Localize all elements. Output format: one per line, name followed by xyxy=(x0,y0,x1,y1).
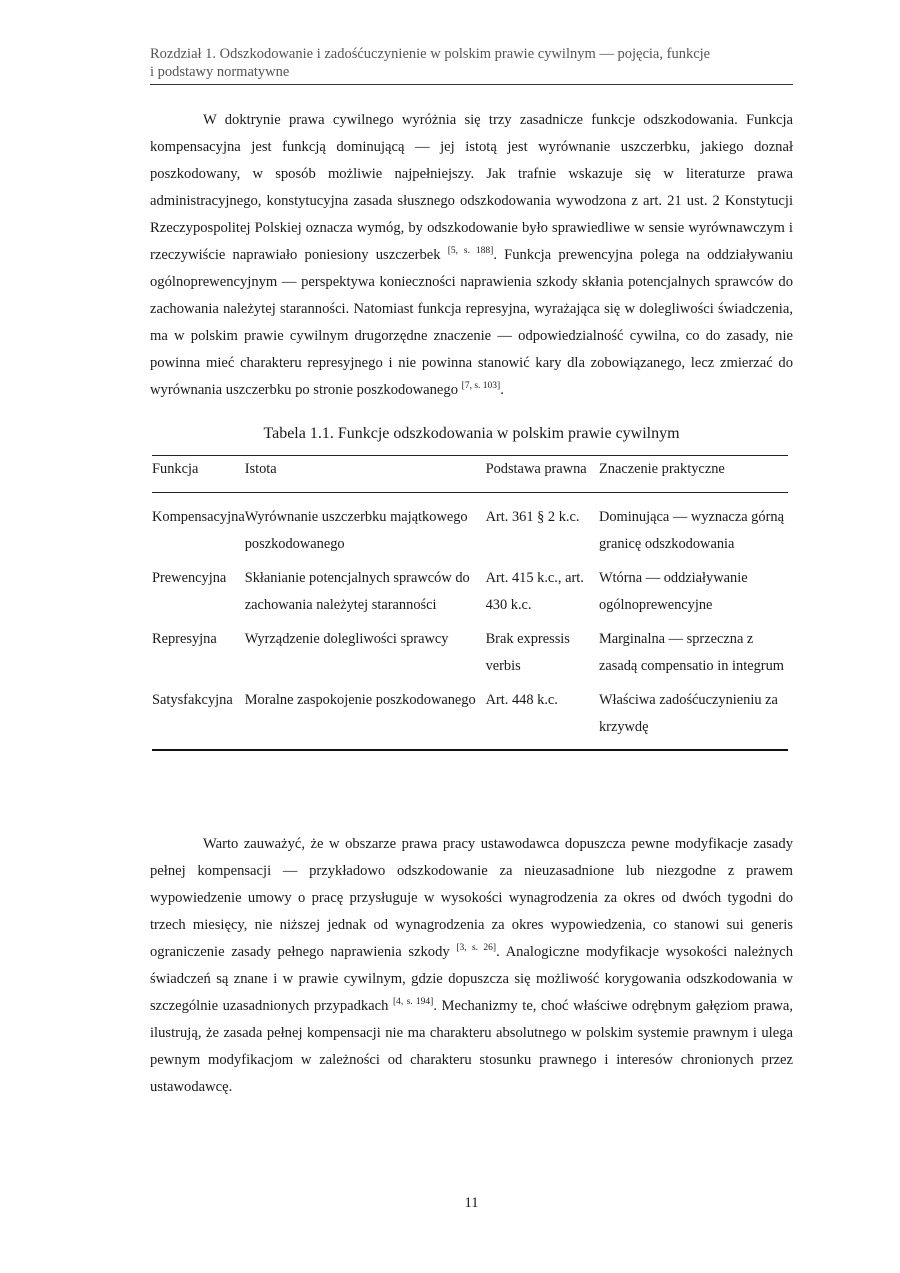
running-header-line2: i podstawy normatywne xyxy=(150,64,290,80)
cell-podstawa: Brak expressis verbis xyxy=(485,631,570,674)
cell-podstawa: Art. 361 § 2 k.c. xyxy=(485,509,580,525)
table-header-row xyxy=(152,456,788,493)
cell-podstawa: Art. 448 k.c. xyxy=(485,692,558,708)
paragraph-text: . xyxy=(500,382,504,398)
table-caption: Tabela 1.1. Funkcje odszkodowania w polskim prawie cywilnym xyxy=(263,425,680,442)
table-row xyxy=(152,687,788,750)
table-row xyxy=(152,626,788,687)
table-row xyxy=(152,493,788,566)
cell-znaczenie: Dominująca — wyznacza górną granicę odszkodowania xyxy=(598,509,784,552)
cell-funkcja: Represyjna xyxy=(152,631,217,647)
citation: [7, s. 103] xyxy=(461,381,501,391)
cell-znaczenie: Wtórna — oddziaływanie ogólnoprewencyjne xyxy=(598,570,748,613)
citation: [3, s. 26] xyxy=(456,943,497,953)
paragraph-text: W doktrynie prawa cywilnego wyróżnia się trzy zasadnicze funkcje odszkodowania. Funkcja kompensacyjna jest funkcją dominującą — jej istotą jest wyrównanie uszczerbku, jakiego doznał poszkodowany, w sposób możliwie najpełniejszy. Jak trafnie wskazuje się w literaturze prawa administracyjnego, konstytucyjna zasada słusznego odszkodowania wywodzona z art. 21 ust. 2 Konstytucji Rzeczypospolitej Polskiej oznacza wymóg, by odszkodowanie było sprawiedliwe w sensie wyrównawczym i rzeczywiście naprawiało poniesiony uszczerbek xyxy=(150,112,793,263)
cell-istota: Wyrządzenie dolegliwości sprawcy xyxy=(244,631,449,647)
column-header-istota: Istota xyxy=(244,461,277,477)
column-header-funkcja: Funkcja xyxy=(152,461,199,477)
cell-podstawa: Art. 415 k.c., art. 430 k.c. xyxy=(485,570,584,613)
cell-funkcja: Prewencyjna xyxy=(152,570,227,586)
citation: [4, s. 194] xyxy=(393,997,434,1007)
table-row xyxy=(152,565,788,626)
cell-znaczenie: Marginalna — sprzeczna z zasadą compensatio in integrum xyxy=(598,631,784,674)
running-header xyxy=(150,45,793,85)
page-number: 11 xyxy=(464,1195,479,1211)
cell-istota: Wyrównanie uszczerbku majątkowego poszkodowanego xyxy=(244,509,468,552)
cell-istota: Skłanianie potencjalnych sprawców do zachowania należytej staranności xyxy=(244,570,470,613)
cell-funkcja: Kompensacyjna xyxy=(152,509,245,525)
running-header-line1: Rozdział 1. Odszkodowanie i zadośćuczynienie w polskim prawie cywilnym — pojęcia, funkcje xyxy=(150,46,711,62)
cell-funkcja: Satysfakcyjna xyxy=(152,692,233,708)
paragraph-labour-law xyxy=(150,831,793,1101)
paragraph-text: . Mechanizmy te, choć właściwe odrębnym gałęziom prawa, ilustrują, że zasada pełnej kompensacji nie ma charakteru absolutnego w polskim systemie prawnym i ulega pewnym modyfikacjom w zależności od charakteru stosunku prawnego i interesów chronionych przez ustawodawcę. xyxy=(150,998,793,1095)
column-header-podstawa: Podstawa prawna xyxy=(485,461,587,477)
column-header-znaczenie: Znaczenie praktyczne xyxy=(598,461,725,477)
cell-istota: Moralne zaspokojenie poszkodowanego xyxy=(244,692,476,708)
paragraph-text: . Analogiczne modyfikacje wysokości należnych świadczeń są znane i w prawie cywilnym, gdzie dopuszcza się możliwość korygowania odszkodowania w szczególnie uzasadnionych przypadkach xyxy=(150,944,793,1014)
cell-znaczenie: Właściwa zadośćuczynieniu za krzywdę xyxy=(598,692,778,735)
citation: [5, s. 188] xyxy=(447,246,494,256)
functions-table xyxy=(152,455,788,751)
paragraph-text: . Funkcja prewencyjna polega na oddziaływaniu ogólnoprewencyjnym — perspektywa konieczności naprawienia szkody skłania potencjalnych sprawców do zachowania należytej staranności. Natomiast funkcja represyjna, wyrażająca się w dolegliwości świadczenia, ma w polskim prawie cywilnym drugorzędne znaczenie — odpowiedzialność cywilna, co do zasady, nie powinna mieć charakteru represyjnego i nie powinna stanowić kary dla zobowiązanego, lecz zmierzać do wyrównania uszczerbku po stronie poszkodowanego xyxy=(150,247,793,398)
paragraph-text: Warto zauważyć, że w obszarze prawa pracy ustawodawca dopuszcza pewne modyfikacje zasady pełnej kompensacji — przykładowo odszkodowanie za nieuzasadnione lub niezgodne z prawem wypowiedzenie umowy o pracę przysługuje w wysokości wynagrodzenia za okres od dwóch tygodni do trzech miesięcy, nie niższej jednak od wynagrodzenia za okres wypowiedzenia, co stanowi sui generis ograniczenie zasady pełnego naprawienia szkody xyxy=(150,836,793,960)
paragraph-functions xyxy=(150,107,793,404)
